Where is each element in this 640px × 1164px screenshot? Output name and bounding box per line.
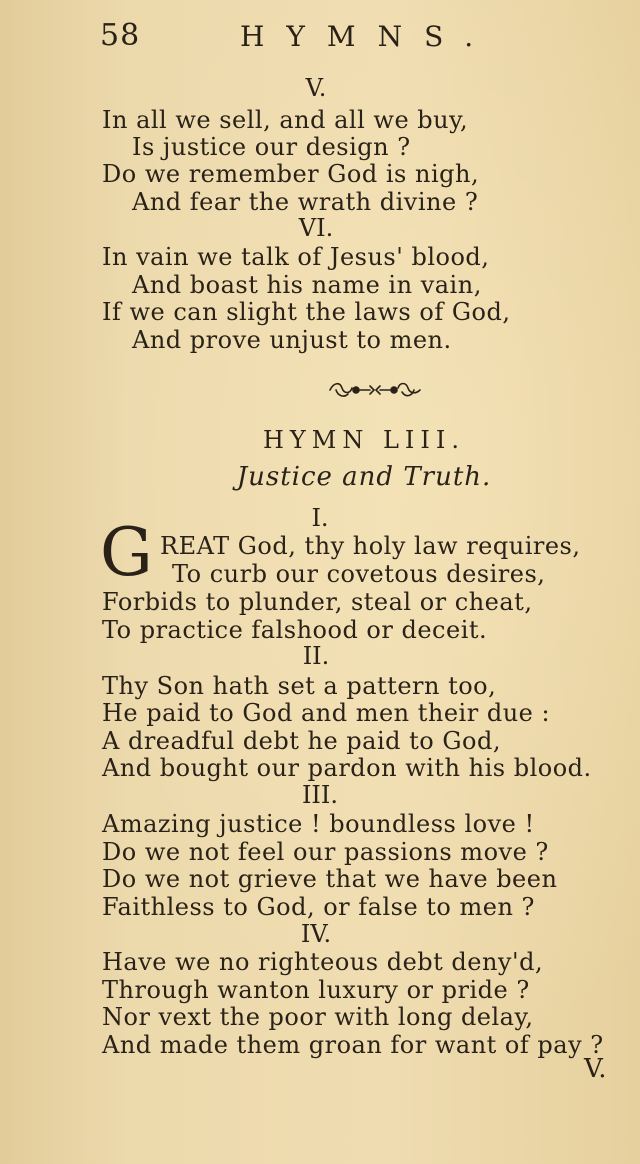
verse-line: And made them groan for want of pay ? (102, 1031, 604, 1059)
verse-line: And boast his name in vain, (132, 271, 482, 299)
verse-line: To practice falshood or deceit. (102, 616, 488, 644)
verse-line: He paid to God and men their due : (102, 699, 551, 727)
verse-line: In vain we talk of Jesus' blood, (102, 243, 490, 271)
verse-line: Faithless to God, or false to men ? (102, 893, 535, 921)
verse-line: If we can slight the laws of God, (102, 298, 511, 326)
verse-line: Do we not grieve that we have been (102, 865, 558, 893)
hymn-title: HYMN LIII. (263, 426, 465, 454)
verse-line: Do we not feel our passions move ? (102, 838, 549, 866)
verse-line: A dreadful debt he paid to God, (102, 727, 501, 755)
verse-numeral: VI. (298, 214, 334, 242)
verse-numeral: III. (301, 781, 339, 809)
catchword: V. (584, 1054, 607, 1084)
verse-line: And prove unjust to men. (132, 326, 452, 354)
verse-line: Through wanton luxury or pride ? (102, 976, 530, 1004)
verse-line: Forbids to plunder, steal or cheat, (102, 588, 533, 616)
verse-numeral: II. (302, 642, 330, 670)
verse-line: And bought our pardon with his blood. (102, 754, 592, 782)
verse-line: Thy Son hath set a pattern too, (102, 672, 497, 700)
hymn-subtitle: Justice and Truth. (236, 462, 492, 492)
verse-numeral: I. (311, 504, 329, 532)
verse-line: To curb our covetous desires, (172, 560, 546, 588)
verse-line: Nor vext the poor with long delay, (102, 1003, 534, 1031)
verse-line: Do we remember God is nigh, (102, 160, 480, 188)
page-number: 58 (100, 18, 141, 53)
verse-numeral: IV. (300, 920, 332, 948)
verse-line: Have we no righteous debt deny'd, (102, 948, 544, 976)
fleuron-ornament-icon (326, 378, 424, 402)
verse-line: In all we sell, and all we buy, (102, 106, 469, 134)
page-header (100, 18, 520, 58)
verse-numeral: V. (305, 74, 327, 102)
verse-line: Amazing justice ! boundless love ! (102, 810, 535, 838)
verse-line: And fear the wrath divine ? (132, 188, 479, 216)
drop-cap: G (100, 514, 153, 591)
running-title: HYMNS. (240, 20, 496, 53)
verse-line: Is justice our design ? (132, 133, 411, 161)
verse-line: REAT God, thy holy law requires, (160, 532, 581, 560)
